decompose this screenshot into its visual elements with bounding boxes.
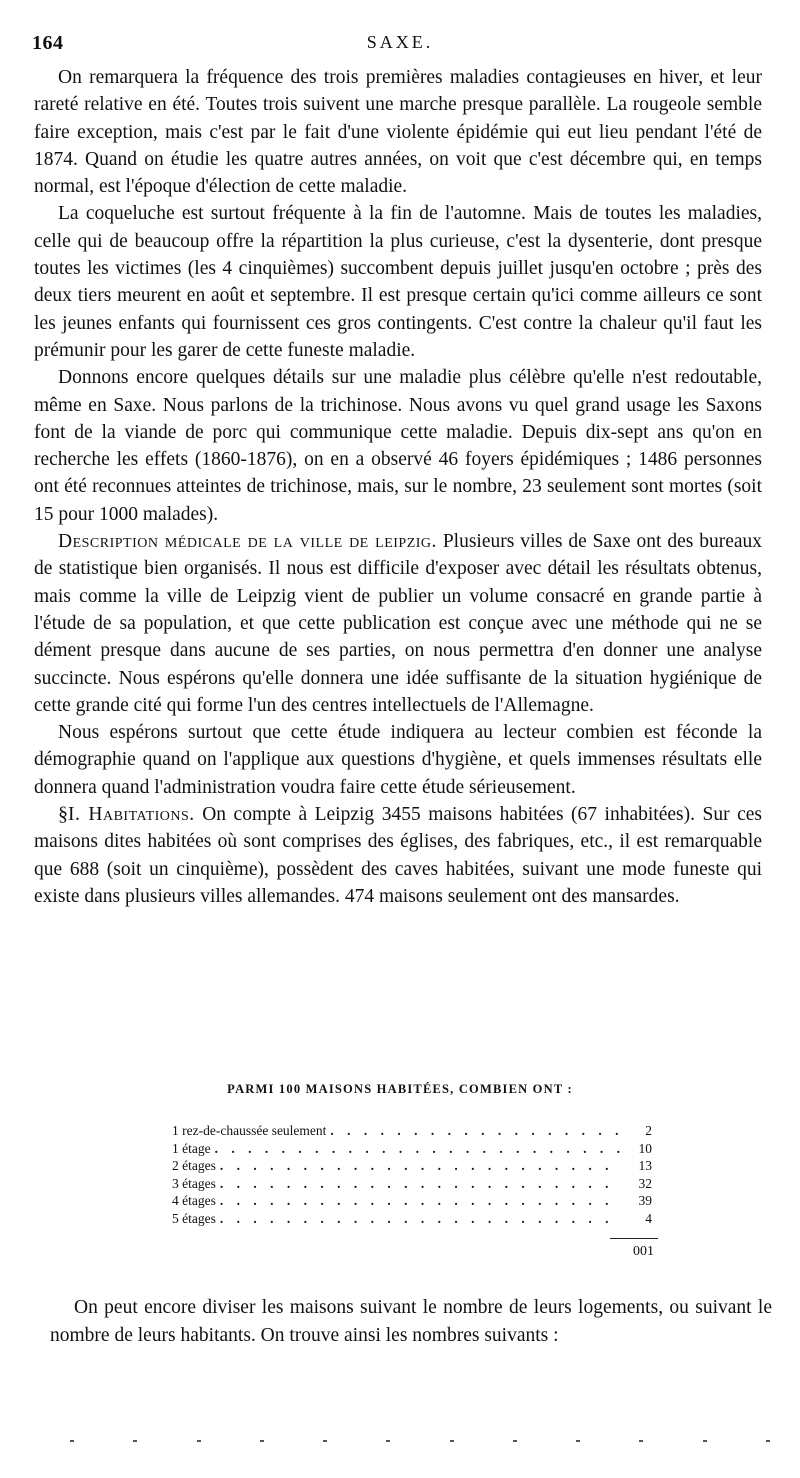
bleed-mark xyxy=(513,1440,517,1442)
bleed-mark xyxy=(197,1440,201,1442)
paragraph-trichinosis xyxy=(34,364,762,528)
row-label: 5 étages xyxy=(172,1210,216,1226)
bleed-mark xyxy=(450,1440,454,1442)
paragraph-text: Donnons encore quelques détails sur une maladie plus célèbre qu'elle n'est redoutable, même en Saxe. Nous parlons de la trichinose. Nous avons vu quel grand usage les Saxons font de la viande de porc qui communique cette maladie. Depuis dix-sept ans qu'on en recherche les effets (1860-1876), on en a observé 46 foyers épidémiques ; 1486 personnes ont été reconnues atteintes de trichinose, mais, sur le nombre, 23 seulement sont mortes (soit 15 pour 1000 malades). xyxy=(34,367,762,525)
row-label: 1 étage xyxy=(172,1140,211,1156)
table-row xyxy=(172,1193,652,1211)
houses-table xyxy=(172,1123,652,1229)
row-value: 2 xyxy=(645,1123,652,1138)
dot-leader xyxy=(330,1123,620,1139)
row-value: 4 xyxy=(645,1210,652,1226)
paragraph-text: La coqueluche est surtout fréquente à la fin de l'automne. Mais de toutes les maladies, celle qui de beaucoup offre la répartition la plus curieuse, c'est la dysenterie, dont presque toutes les victimes (les 4 cinquièmes) succombent depuis juillet jusqu'en octobre ; près des deux tiers meurent en août et septembre. Il est presque certain qu'ici comme ailleurs ce sont les jeunes enfants qui fournissent ces gros contingents. C'est contre la chaleur qu'il faut les prémunir pour les garer de cette funeste maladie. xyxy=(34,203,762,361)
bleed-mark xyxy=(323,1440,327,1442)
paragraph-contagious-diseases xyxy=(34,64,762,200)
row-value: 32 xyxy=(638,1175,652,1191)
bleed-mark xyxy=(386,1440,390,1442)
paragraph-habitations xyxy=(34,801,762,910)
bleed-mark xyxy=(133,1440,137,1442)
bleed-through-marks xyxy=(70,1440,770,1446)
dot-leader xyxy=(220,1158,620,1174)
row-label: 2 étages xyxy=(172,1158,216,1174)
table-row xyxy=(172,1141,652,1159)
paragraph-text: On compte à Leipzig 3455 maisons habitées (67 inhabitées). Sur ces maisons dites habitées où sont comprises des églises, des fabriques, etc., il est remarquable que 688 (soit un cinquième), possèdent des caves habitées, suivant une mode funeste qui existe dans plusieurs villes allemandes. 474 maisons seulement ont des mansardes. xyxy=(34,804,762,907)
section-heading: I. Habitations. xyxy=(68,804,195,826)
paragraph-whooping-cough xyxy=(34,200,762,364)
table-row xyxy=(172,1123,652,1141)
dot-leader xyxy=(220,1211,620,1227)
paragraph-text: Nous espérons surtout que cette étude indiquera au lecteur combien est féconde la démographie quand on l'applique aux questions d'hygiène, et quels immenses résultats elle donnera quand l'administration voudra faire cette étude sérieusement. xyxy=(34,722,762,798)
bleed-mark xyxy=(766,1440,770,1442)
running-title: SAXE. xyxy=(366,32,434,52)
paragraph-leipzig-description xyxy=(34,528,762,719)
page-number: 164 xyxy=(32,32,64,54)
paragraph-demography xyxy=(34,719,762,801)
row-value: 10 xyxy=(638,1140,652,1156)
row-value: 39 xyxy=(638,1193,652,1209)
row-label: 4 étages xyxy=(172,1193,216,1209)
bleed-mark xyxy=(70,1440,74,1442)
table-row xyxy=(172,1158,652,1176)
bleed-mark xyxy=(639,1440,643,1442)
closing-text xyxy=(50,1294,772,1350)
dot-leader xyxy=(220,1193,620,1209)
paragraph-text: On peut encore diviser les maisons suivant le nombre de leurs logements, ou suivant le nombre de leurs habitants. On trouve ainsi les nombres suivants : xyxy=(50,1297,772,1346)
section-mark: § xyxy=(58,803,68,826)
dot-leader xyxy=(215,1141,620,1157)
table-row xyxy=(172,1211,652,1229)
paragraph-text: Plusieurs villes de Saxe ont des bureaux de statistique bien organisés. Il nous est difficile d'exposer avec détail les résultats obtenus, mais comme la ville de Leipzig vient de publier un volume consacré en grande partie à l'étude de sa population, et que cette publication est conçue avec une méthode qui ne se dément presque dans aucune de ses parties, on nous permettra d'en donner une analyse succincte. Nous espérons qu'elle donnera une idée suffisante de la situation hygiénique de cette grande cité qui forme l'un des centres intellectuels de l'Allemagne. xyxy=(34,531,763,716)
bleed-mark xyxy=(703,1440,707,1442)
paragraph-text: On remarquera la fréquence des trois premières maladies contagieuses en hiver, et leur rareté relative en été. Toutes trois suivent une marche presque parallèle. La rougeole semble faire exception, mais c'est par le fait d'une violente épidémie qui eut lieu pendant l'été de 1874. Quand on étudie les quatre autres années, on voit que c'est décembre qui, en temps normal, est l'époque d'élection de cette maladie. xyxy=(34,67,762,198)
dot-leader xyxy=(220,1176,620,1192)
table-total: 001 xyxy=(633,1244,654,1259)
section-heading: Description médicale de la ville de leipzig. xyxy=(58,531,437,553)
table-title: PARMI 100 MAISONS HABITÉES, COMBIEN ONT : xyxy=(227,1082,573,1096)
bleed-mark xyxy=(260,1440,264,1442)
total-rule xyxy=(610,1238,658,1239)
row-value: 13 xyxy=(638,1158,652,1174)
row-label: 3 étages xyxy=(172,1175,216,1191)
row-label: 1 rez-de-chaussée seulement xyxy=(172,1123,327,1138)
paragraph-closing xyxy=(50,1294,772,1350)
bleed-mark xyxy=(576,1440,580,1442)
body-text xyxy=(34,64,762,910)
table-row xyxy=(172,1176,652,1194)
